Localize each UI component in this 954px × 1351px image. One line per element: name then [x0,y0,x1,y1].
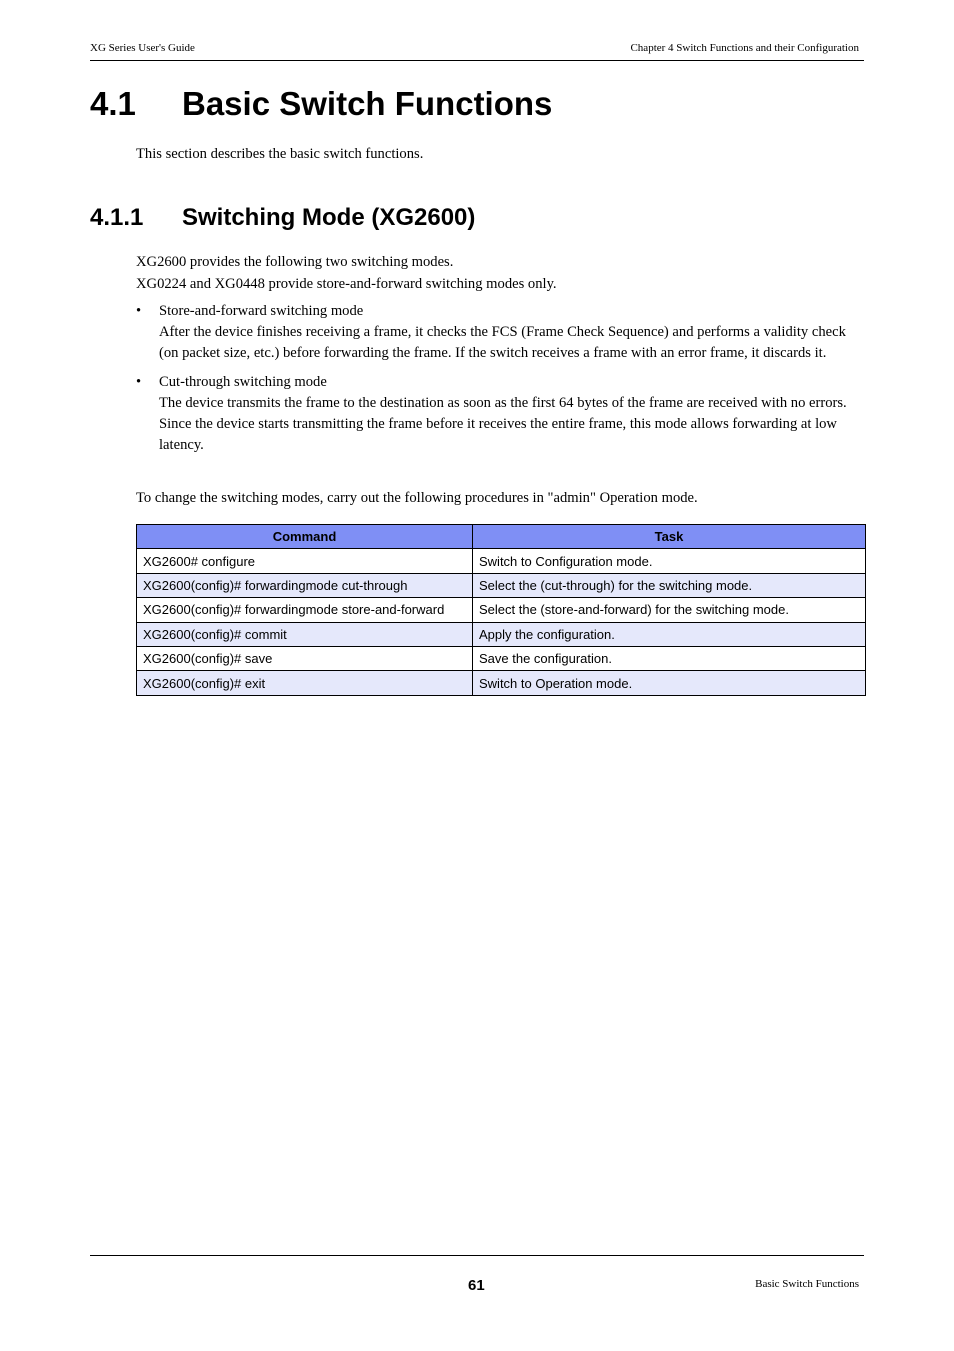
bullet-line: (on packet size, etc.) before forwarding the frame. If the switch receives a frame with an error frame, it discards it. [159,345,827,361]
bullet-marker: • [136,303,142,319]
bullet-line: The device transmits the frame to the destination as soon as the first 64 bytes of the frame are received with no errors. [159,395,847,411]
command-cell: XG2600(config)# exit [137,671,473,695]
table-row [137,598,866,622]
footer-section-name: Basic Switch Functions [755,1278,859,1290]
page-number: 61 [468,1277,485,1294]
task-cell: Apply the configuration. [473,622,866,646]
table-row [137,646,866,670]
bullet-marker: • [136,374,142,390]
bullet-store-and-forward [136,301,866,364]
bullet-title: Cut-through switching mode [159,374,327,390]
task-cell: Save the configuration. [473,646,866,670]
task-cell: Switch to Configuration mode. [473,549,866,573]
subsection-number: 4.1.1 [90,204,144,231]
command-table [136,524,866,696]
section-heading [90,84,552,124]
table-row [137,573,866,597]
bullet-cut-through [136,372,866,456]
paragraph-line: XG0224 and XG0448 provide store-and-forward switching modes only. [136,276,557,292]
paragraph-line: XG2600 provides the following two switching modes. [136,254,454,270]
command-cell: XG2600(config)# forwardingmode store-and-forward [137,598,473,622]
subsection-title: Switching Mode (XG2600) [182,204,476,231]
column-header-task: Task [473,525,866,549]
running-header [90,42,864,61]
header-guide-title: XG Series User's Guide [90,42,195,54]
table-row [137,622,866,646]
header-chapter-title: Chapter 4 Switch Functions and their Configuration [630,42,859,54]
bullet-line: After the device finishes receiving a frame, it checks the FCS (Frame Check Sequence) and performs a validity check [159,324,846,340]
table-header-row [137,525,866,549]
section-intro: This section describes the basic switch functions. [136,146,424,162]
task-cell: Select the (cut-through) for the switching mode. [473,573,866,597]
section-number: 4.1 [90,85,136,122]
bullet-title: Store-and-forward switching mode [159,303,364,319]
command-cell: XG2600# configure [137,549,473,573]
command-cell: XG2600(config)# commit [137,622,473,646]
column-header-command: Command [137,525,473,549]
command-cell: XG2600(config)# forwardingmode cut-through [137,573,473,597]
task-cell: Select the (store-and-forward) for the switching mode. [473,598,866,622]
command-cell: XG2600(config)# save [137,646,473,670]
footer-rule [90,1255,864,1256]
task-cell: Switch to Operation mode. [473,671,866,695]
bullet-line: Since the device starts transmitting the frame before it receives the entire frame, this mode allows forwarding at low [159,416,837,432]
subsection-heading [90,203,475,233]
section-title: Basic Switch Functions [182,85,553,122]
table-row [137,671,866,695]
table-row [137,549,866,573]
bullet-line: latency. [159,437,204,453]
procedure-intro: To change the switching modes, carry out the following procedures in "admin" Operation mode. [136,490,698,506]
